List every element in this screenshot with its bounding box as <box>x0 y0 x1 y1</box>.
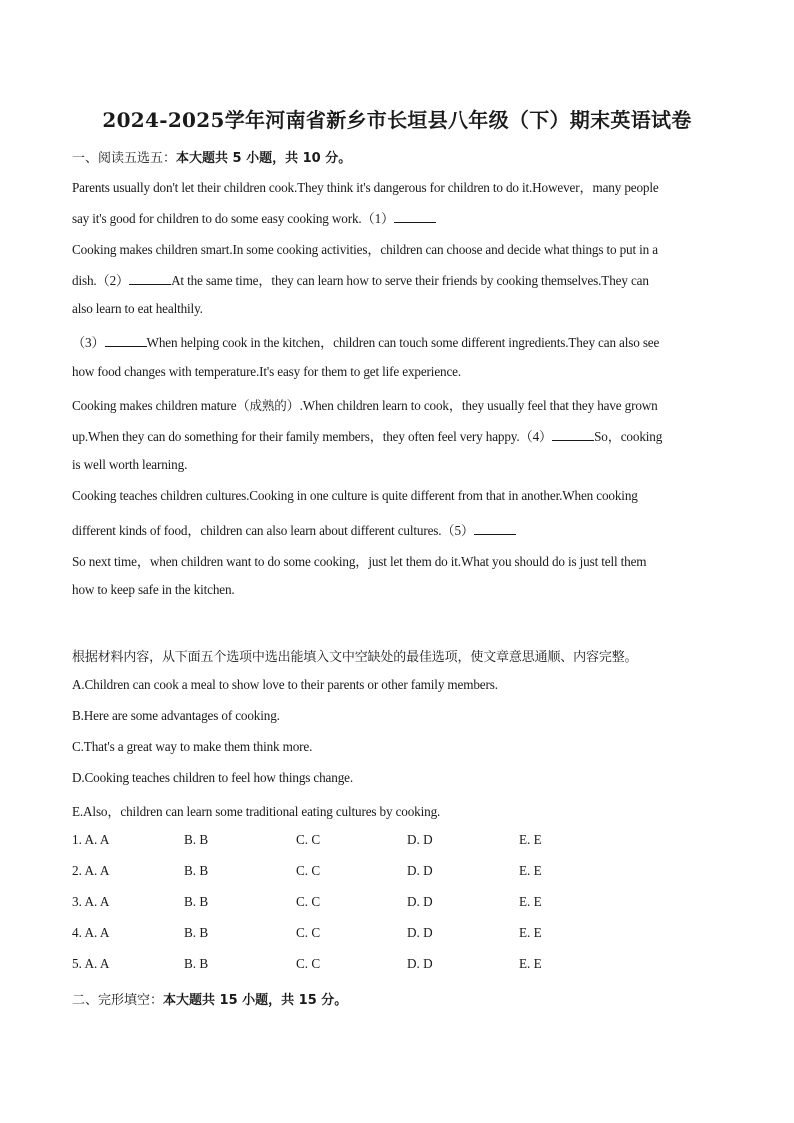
blank-3 <box>105 334 147 347</box>
section-2-label: 二、完形填空： <box>72 993 164 1008</box>
blank-1 <box>394 210 436 223</box>
choice-c[interactable]: C. C <box>296 863 321 878</box>
blank-2 <box>129 272 171 285</box>
passage-gloss: 成熟的 <box>249 398 287 413</box>
choice-d[interactable]: D. D <box>407 956 433 971</box>
page-title: 2024-2025学年河南省新乡市长垣县八年级（下）期末英语试卷 <box>102 108 692 132</box>
choice-b[interactable]: B. B <box>184 925 209 940</box>
choice-c[interactable]: C. C <box>296 832 321 847</box>
choice-a[interactable]: 3. A. A <box>72 894 110 909</box>
option-text: C.That's a great way to make them think more. <box>72 739 313 754</box>
choice-a[interactable]: 1. A. A <box>72 832 110 847</box>
section-1-info: 本大题共 5 小题，共 10 分。 <box>176 151 352 166</box>
choice-e[interactable]: E. E <box>519 863 542 878</box>
passage-text: When helping cook in the kitchen，children can touch some different ingredients.They can also see <box>146 335 660 350</box>
passage-line: Cooking makes children smart.In some cooking activities，children can choose and decide what things to put in a <box>72 242 658 257</box>
choice-c[interactable]: C. C <box>296 894 321 909</box>
choice-e[interactable]: E. E <box>519 956 542 971</box>
passage-line: So next time，when children want to do some cooking，just let them do it.What you should do is just tell them <box>72 554 647 569</box>
passage-line: is well worth learning. <box>72 457 188 472</box>
blank-4 <box>552 428 594 441</box>
blank-5 <box>474 522 516 535</box>
choice-b[interactable]: B. B <box>184 832 209 847</box>
choice-a[interactable]: 4. A. A <box>72 925 110 940</box>
passage-text: Cooking makes children mature（ <box>72 398 250 413</box>
choice-e[interactable]: E. E <box>519 832 542 847</box>
option-text: D.Cooking teaches children to feel how things change. <box>72 770 353 785</box>
choice-e[interactable]: E. E <box>519 894 542 909</box>
choice-d[interactable]: D. D <box>407 832 433 847</box>
passage-text: up.When they can do something for their family members，they often feel very happy.（4） <box>72 429 553 444</box>
choice-d[interactable]: D. D <box>407 894 433 909</box>
choice-b[interactable]: B. B <box>184 956 209 971</box>
passage-text: say it's good for children to do some easy cooking work.（1） <box>72 211 395 226</box>
question-row <box>72 832 632 850</box>
passage-line <box>72 520 516 539</box>
choice-a[interactable]: 2. A. A <box>72 863 110 878</box>
instruction-text: 根据材料内容，从下面五个选项中选出能填入文中空缺处的最佳选项，使文章意思通顺、内容完整。 <box>72 650 638 665</box>
choice-b[interactable]: B. B <box>184 863 209 878</box>
option-text: A.Children can cook a meal to show love to their parents or other family members. <box>72 677 498 692</box>
passage-line <box>72 332 659 351</box>
passage-text: So，cooking <box>594 429 663 444</box>
passage-line <box>72 395 658 414</box>
passage-line <box>72 208 436 227</box>
passage-text: ）.When children learn to cook，they usually feel that they have grown <box>286 398 658 413</box>
option-text: B.Here are some advantages of cooking. <box>72 708 280 723</box>
passage-line: also learn to eat healthily. <box>72 301 203 316</box>
question-row <box>72 894 632 912</box>
section-2-heading <box>72 989 347 1008</box>
passage-text: At the same time，they can learn how to serve their friends by cooking themselves.They can <box>171 273 649 288</box>
choice-a[interactable]: 5. A. A <box>72 956 110 971</box>
choice-e[interactable]: E. E <box>519 925 542 940</box>
section-2-info: 本大题共 15 小题，共 15 分。 <box>163 993 348 1008</box>
section-1-label: 一、阅读五选五： <box>72 151 177 166</box>
section-1-heading <box>72 147 351 166</box>
passage-line: Parents usually don't let their children cook.They think it's dangerous for children to do it.However，many people <box>72 180 659 195</box>
option-text: E.Also，children can learn some traditional eating cultures by cooking. <box>72 804 441 819</box>
choice-d[interactable]: D. D <box>407 925 433 940</box>
choice-c[interactable]: C. C <box>296 956 321 971</box>
passage-line <box>72 270 649 289</box>
passage-line <box>72 426 662 445</box>
passage-line: how to keep safe in the kitchen. <box>72 582 235 597</box>
passage-line: Cooking teaches children cultures.Cooking in one culture is quite different from that in another.When cooking <box>72 488 638 503</box>
passage-text: different kinds of food，children can also learn about different cultures.（5） <box>72 523 474 538</box>
passage-text: dish.（2） <box>72 273 130 288</box>
passage-line: how food changes with temperature.It's easy for them to get life experience. <box>72 364 462 379</box>
choice-d[interactable]: D. D <box>407 863 433 878</box>
choice-c[interactable]: C. C <box>296 925 321 940</box>
question-row <box>72 925 632 943</box>
choice-b[interactable]: B. B <box>184 894 209 909</box>
question-row <box>72 863 632 881</box>
question-row <box>72 956 632 974</box>
passage-text: （3） <box>72 335 105 350</box>
